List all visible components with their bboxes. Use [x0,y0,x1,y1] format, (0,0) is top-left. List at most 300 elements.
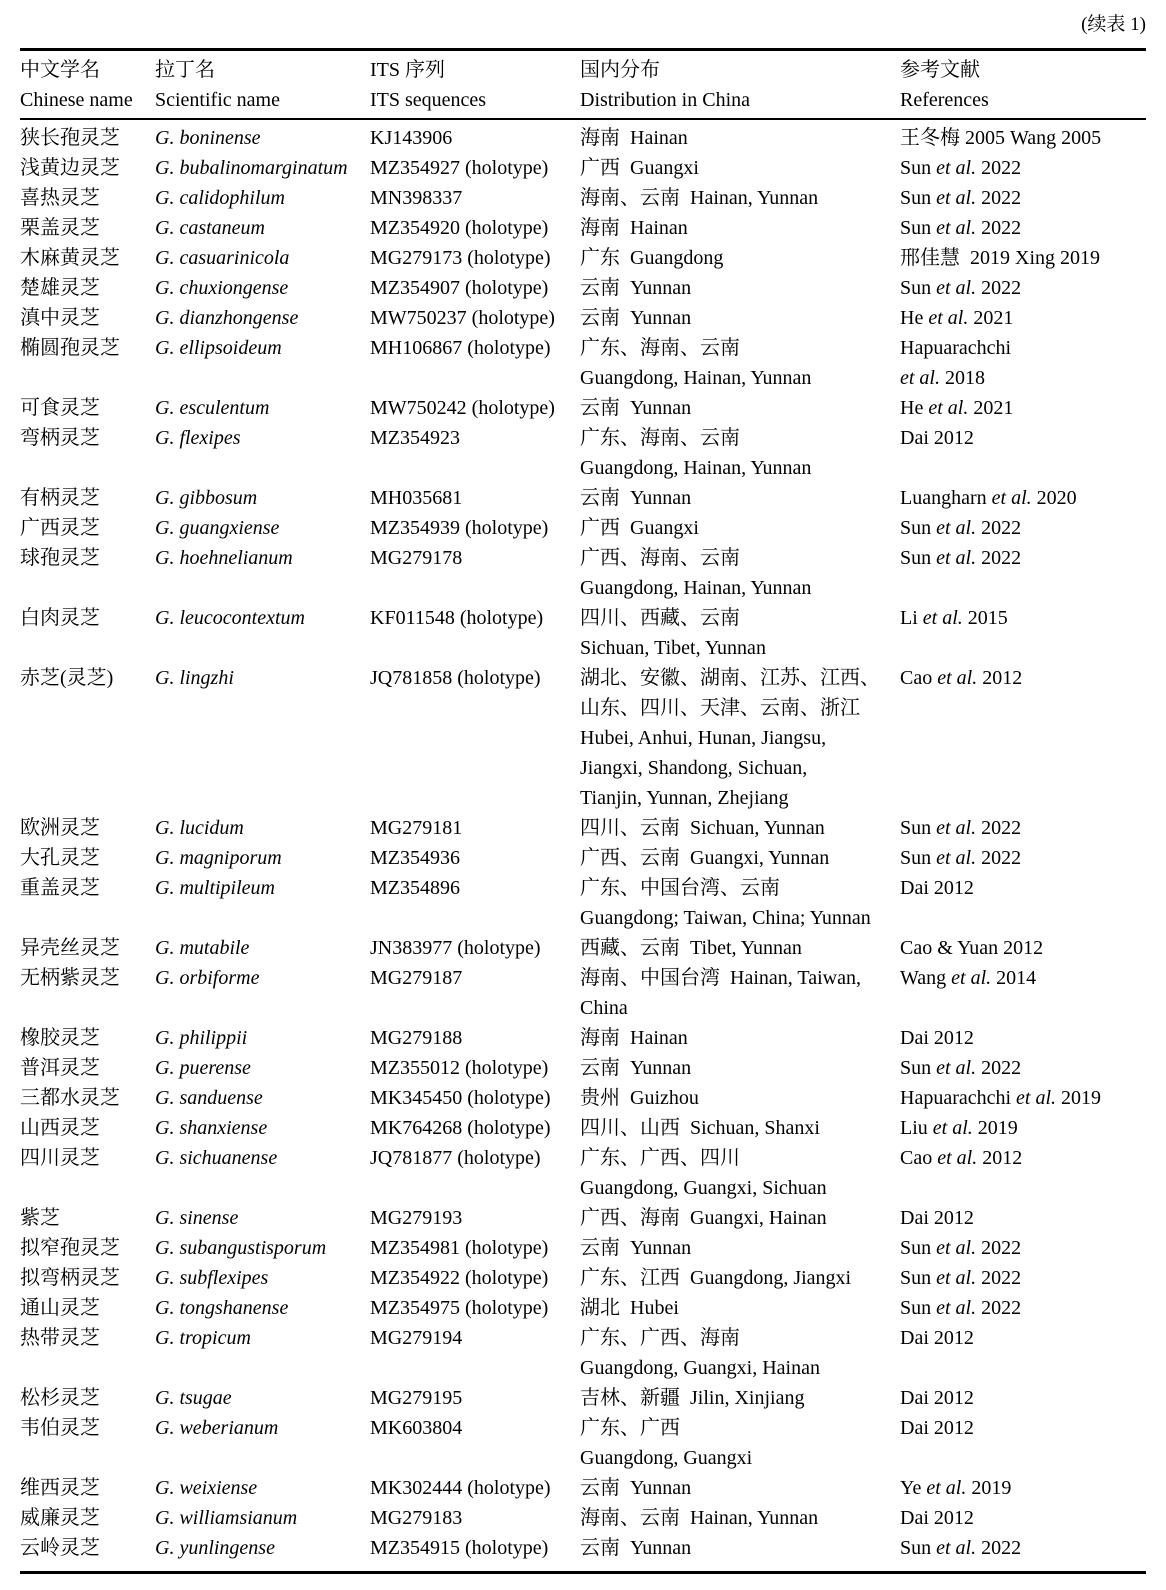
cell-its-sequence [370,663,580,813]
distribution-line: 广东、海南、云南 [580,337,740,359]
cell-reference [900,543,1146,603]
cell-distribution [580,273,900,303]
chinese-name: 橡胶灵芝 [20,1027,100,1049]
cell-chinese-name [20,213,155,243]
species-table [20,48,1146,1574]
reference-line: Dai 2012 [900,1027,974,1049]
distribution-line: 海南 Hainan [580,217,688,239]
cell-reference [900,183,1146,213]
chinese-name: 椭圆孢灵芝 [20,337,120,359]
scientific-name: G. mutabile [155,937,250,959]
table-row [20,1503,1146,1533]
table-row [20,303,1146,333]
cell-scientific-name [155,243,370,273]
reference-line: Sun et al. 2022 [900,517,1022,539]
cell-its-sequence [370,513,580,543]
distribution-line: 云南 Yunnan [580,1057,692,1079]
scientific-name: G. chuxiongense [155,277,289,299]
table-row [20,1533,1146,1573]
cell-reference [900,1413,1146,1473]
reference-line: Wang et al. 2014 [900,967,1037,989]
cell-its-sequence [370,303,580,333]
reference-line: Cao & Yuan 2012 [900,937,1044,959]
its-sequence: MZ354975 (holotype) [370,1297,549,1319]
cell-distribution [580,813,900,843]
chinese-name: 有柄灵芝 [20,487,100,509]
scientific-name: G. sanduense [155,1087,263,1109]
cell-scientific-name [155,543,370,603]
its-sequence: MG279183 [370,1507,463,1529]
cell-its-sequence [370,1503,580,1533]
scientific-name: G. flexipes [155,427,241,449]
cell-its-sequence [370,843,580,873]
distribution-line: Guangdong, Guangxi, Sichuan [580,1177,827,1199]
cell-reference [900,1113,1146,1143]
cell-its-sequence [370,603,580,663]
cell-chinese-name [20,513,155,543]
species-table-body [20,119,1146,1573]
cell-chinese-name [20,273,155,303]
cell-chinese-name [20,1143,155,1203]
cell-scientific-name [155,1413,370,1473]
cell-reference [900,1143,1146,1203]
reference-line: et al. 2018 [900,367,985,389]
cell-scientific-name [155,1083,370,1113]
cell-scientific-name [155,1263,370,1293]
distribution-line: 四川、西藏、云南 [580,607,740,629]
cell-distribution [580,423,900,483]
scientific-name: G. magniporum [155,847,282,869]
cell-reference [900,423,1146,483]
table-row [20,1413,1146,1473]
its-sequence: MW750242 (holotype) [370,397,555,419]
cell-its-sequence [370,483,580,513]
scientific-name: G. weixiense [155,1477,258,1499]
reference-line: Cao et al. 2012 [900,1147,1023,1169]
table-row [20,243,1146,273]
cell-reference [900,303,1146,333]
cell-reference [900,813,1146,843]
cell-scientific-name [155,1143,370,1203]
cell-scientific-name [155,393,370,423]
cell-chinese-name [20,933,155,963]
its-sequence: MZ354920 (holotype) [370,217,549,239]
cell-reference [900,1383,1146,1413]
scientific-name: G. esculentum [155,397,270,419]
chinese-name: 紫芝 [20,1207,60,1229]
cell-distribution [580,183,900,213]
reference-line: Sun et al. 2022 [900,157,1022,179]
cell-chinese-name [20,1293,155,1323]
cell-its-sequence [370,423,580,483]
cell-reference [900,1473,1146,1503]
header-en: Chinese name [20,89,133,111]
cell-scientific-name [155,1293,370,1323]
chinese-name: 松杉灵芝 [20,1387,100,1409]
cell-distribution [580,603,900,663]
cell-distribution [580,1383,900,1413]
cell-chinese-name [20,963,155,1023]
reference-line: Ye et al. 2019 [900,1477,1012,1499]
cell-scientific-name [155,873,370,933]
reference-line: Liu et al. 2019 [900,1117,1018,1139]
reference-line: Cao et al. 2012 [900,667,1023,689]
cell-distribution [580,873,900,933]
distribution-line: 广西、海南 Guangxi, Hainan [580,1207,827,1229]
table-row [20,813,1146,843]
cell-its-sequence [370,1023,580,1053]
cell-distribution [580,1113,900,1143]
cell-reference [900,1023,1146,1053]
scientific-name: G. casuarinicola [155,247,290,269]
cell-its-sequence [370,813,580,843]
distribution-line: 广东、海南、云南 [580,427,740,449]
its-sequence: MZ354907 (holotype) [370,277,549,299]
its-sequence: MN398337 [370,187,463,209]
cell-its-sequence [370,183,580,213]
chinese-name: 普洱灵芝 [20,1057,100,1079]
its-sequence: MG279173 (holotype) [370,247,551,269]
distribution-line: 云南 Yunnan [580,1537,692,1559]
its-sequence: MZ354981 (holotype) [370,1237,549,1259]
cell-its-sequence [370,1233,580,1263]
cell-reference [900,1053,1146,1083]
its-sequence: MW750237 (holotype) [370,307,555,329]
scientific-name: G. tongshanense [155,1297,289,1319]
chinese-name: 热带灵芝 [20,1327,100,1349]
reference-line: Sun et al. 2022 [900,1537,1022,1559]
scientific-name: G. weberianum [155,1417,279,1439]
col-header-its-sequences [370,50,580,120]
cell-distribution [580,933,900,963]
cell-its-sequence [370,333,580,393]
scientific-name: G. hoehnelianum [155,547,293,569]
chinese-name: 大孔灵芝 [20,847,100,869]
distribution-line: 云南 Yunnan [580,307,692,329]
scientific-name: G. tropicum [155,1327,251,1349]
scientific-name: G. castaneum [155,217,265,239]
cell-its-sequence [370,1323,580,1383]
cell-distribution [580,1293,900,1323]
cell-scientific-name [155,483,370,513]
reference-line: Dai 2012 [900,1507,974,1529]
cell-chinese-name [20,663,155,813]
reference-line: Sun et al. 2022 [900,277,1022,299]
cell-reference [900,1263,1146,1293]
cell-scientific-name [155,813,370,843]
scientific-name: G. lucidum [155,817,244,839]
cell-distribution [580,153,900,183]
table-row [20,933,1146,963]
header-zh: 拉丁名 [155,59,215,81]
chinese-name: 广西灵芝 [20,517,100,539]
its-sequence: KF011548 (holotype) [370,607,544,629]
cell-reference [900,513,1146,543]
distribution-line: 广东、广西、海南 [580,1327,740,1349]
table-row [20,1143,1146,1203]
cell-its-sequence [370,1533,580,1573]
distribution-line: 湖北、安徽、湖南、江苏、江西、 [580,667,880,689]
cell-reference [900,333,1146,393]
cell-distribution [580,393,900,423]
reference-line: Sun et al. 2022 [900,1057,1022,1079]
table-header-row [20,50,1146,120]
table-row [20,153,1146,183]
chinese-name: 可食灵芝 [20,397,100,419]
cell-distribution [580,1233,900,1263]
scientific-name: G. puerense [155,1057,251,1079]
scientific-name: G. subflexipes [155,1267,269,1289]
table-row [20,1203,1146,1233]
chinese-name: 三都水灵芝 [20,1087,120,1109]
chinese-name: 球孢灵芝 [20,547,100,569]
reference-line: Dai 2012 [900,1327,974,1349]
cell-chinese-name [20,1473,155,1503]
its-sequence: MZ354896 [370,877,460,899]
reference-line: Dai 2012 [900,1417,974,1439]
cell-chinese-name [20,1533,155,1573]
chinese-name: 滇中灵芝 [20,307,100,329]
cell-reference [900,483,1146,513]
chinese-name: 山西灵芝 [20,1117,100,1139]
cell-its-sequence [370,1143,580,1203]
scientific-name: G. leucocontextum [155,607,305,629]
cell-chinese-name [20,119,155,153]
cell-chinese-name [20,1023,155,1053]
cell-chinese-name [20,1323,155,1383]
cell-its-sequence [370,933,580,963]
header-en: References [900,89,989,111]
cell-chinese-name [20,483,155,513]
cell-chinese-name [20,1383,155,1413]
reference-line: Sun et al. 2022 [900,847,1022,869]
cell-distribution [580,333,900,393]
header-zh: 中文学名 [20,59,100,81]
cell-distribution [580,1323,900,1383]
cell-reference [900,1533,1146,1573]
chinese-name: 韦伯灵芝 [20,1417,100,1439]
chinese-name: 异壳丝灵芝 [20,937,120,959]
its-sequence: MK764268 (holotype) [370,1117,551,1139]
cell-its-sequence [370,963,580,1023]
col-header-scientific-name [155,50,370,120]
scientific-name: G. subangustisporum [155,1237,327,1259]
its-sequence: MH106867 (holotype) [370,337,551,359]
scientific-name: G. sinense [155,1207,239,1229]
its-sequence: MK302444 (holotype) [370,1477,551,1499]
distribution-line: 海南 Hainan [580,1027,688,1049]
chinese-name: 木麻黄灵芝 [20,247,120,269]
cell-scientific-name [155,119,370,153]
table-row [20,273,1146,303]
cell-reference [900,873,1146,933]
reference-line: Dai 2012 [900,1387,974,1409]
distribution-line: Guangdong; Taiwan, China; Yunnan [580,907,871,929]
reference-line: Dai 2012 [900,427,974,449]
scientific-name: G. tsugae [155,1387,232,1409]
distribution-line: 广西 Guangxi [580,517,699,539]
distribution-line: Guangdong, Hainan, Yunnan [580,457,812,479]
cell-reference [900,153,1146,183]
distribution-line: 广西、海南、云南 [580,547,740,569]
cell-its-sequence [370,1113,580,1143]
cell-distribution [580,1083,900,1113]
its-sequence: MG279181 [370,817,463,839]
cell-chinese-name [20,1053,155,1083]
distribution-line: Jiangxi, Shandong, Sichuan, [580,757,808,779]
table-row [20,663,1146,813]
cell-chinese-name [20,543,155,603]
chinese-name: 白肉灵芝 [20,607,100,629]
its-sequence: JQ781877 (holotype) [370,1147,541,1169]
cell-scientific-name [155,843,370,873]
cell-reference [900,1293,1146,1323]
cell-chinese-name [20,423,155,483]
scientific-name: G. sichuanense [155,1147,278,1169]
cell-chinese-name [20,333,155,393]
cell-scientific-name [155,1053,370,1083]
cell-scientific-name [155,213,370,243]
its-sequence: MZ354939 (holotype) [370,517,549,539]
distribution-line: Tianjin, Yunnan, Zhejiang [580,787,789,809]
table-row [20,1263,1146,1293]
cell-chinese-name [20,1113,155,1143]
reference-line: Hapuarachchi et al. 2019 [900,1087,1102,1109]
chinese-name: 通山灵芝 [20,1297,100,1319]
scientific-name: G. gibbosum [155,487,258,509]
table-row [20,1113,1146,1143]
cell-reference [900,393,1146,423]
cell-scientific-name [155,303,370,333]
its-sequence: MK345450 (holotype) [370,1087,551,1109]
cell-its-sequence [370,393,580,423]
cell-scientific-name [155,1383,370,1413]
distribution-line: 广东 Guangdong [580,247,724,269]
distribution-line: Guangdong, Guangxi, Hainan [580,1357,820,1379]
table-row [20,333,1146,393]
cell-distribution [580,303,900,333]
cell-scientific-name [155,1533,370,1573]
chinese-name: 维西灵芝 [20,1477,100,1499]
chinese-name: 无柄紫灵芝 [20,967,120,989]
distribution-line: 贵州 Guizhou [580,1087,699,1109]
distribution-line: 广东、广西、四川 [580,1147,740,1169]
cell-chinese-name [20,603,155,663]
cell-distribution [580,1023,900,1053]
scientific-name: G. guangxiense [155,517,280,539]
table-row [20,603,1146,663]
cell-distribution [580,963,900,1023]
reference-line: Dai 2012 [900,877,974,899]
its-sequence: MZ354923 [370,427,460,449]
cell-reference [900,243,1146,273]
cell-reference [900,963,1146,1023]
chinese-name: 四川灵芝 [20,1147,100,1169]
table-row [20,1233,1146,1263]
reference-line: He et al. 2021 [900,307,1014,329]
cell-scientific-name [155,333,370,393]
distribution-line: China [580,997,628,1019]
table-continued-label: (续表 1) [1081,14,1146,35]
reference-line: He et al. 2021 [900,397,1014,419]
cell-chinese-name [20,1233,155,1263]
cell-reference [900,1323,1146,1383]
scientific-name: G. williamsianum [155,1507,298,1529]
header-en: ITS sequences [370,89,487,111]
col-header-references [900,50,1146,120]
cell-its-sequence [370,153,580,183]
reference-line: 王冬梅 2005 Wang 2005 [900,127,1102,149]
its-sequence: MZ354922 (holotype) [370,1267,549,1289]
its-sequence: MH035681 [370,487,463,509]
cell-scientific-name [155,1503,370,1533]
its-sequence: JQ781858 (holotype) [370,667,541,689]
col-header-distribution [580,50,900,120]
distribution-line: Guangdong, Guangxi [580,1447,753,1469]
its-sequence: MZ354927 (holotype) [370,157,549,179]
chinese-name: 云岭灵芝 [20,1537,100,1559]
cell-distribution [580,1413,900,1473]
its-sequence: MZ354915 (holotype) [370,1537,549,1559]
cell-reference [900,933,1146,963]
distribution-line: 广东、广西 [580,1417,680,1439]
cell-scientific-name [155,1323,370,1383]
cell-its-sequence [370,1203,580,1233]
table-row [20,1023,1146,1053]
cell-reference [900,1233,1146,1263]
cell-its-sequence [370,119,580,153]
header-en: Distribution in China [580,89,750,111]
cell-chinese-name [20,183,155,213]
table-row [20,1473,1146,1503]
table-row [20,213,1146,243]
cell-scientific-name [155,423,370,483]
cell-its-sequence [370,1083,580,1113]
cell-its-sequence [370,543,580,603]
table-row [20,1383,1146,1413]
cell-chinese-name [20,393,155,423]
cell-scientific-name [155,603,370,663]
col-header-chinese-name [20,50,155,120]
distribution-line: Guangdong, Hainan, Yunnan [580,367,812,389]
chinese-name: 栗盖灵芝 [20,217,100,239]
cell-chinese-name [20,813,155,843]
chinese-name: 喜热灵芝 [20,187,100,209]
cell-reference [900,1503,1146,1533]
table-row [20,1293,1146,1323]
cell-distribution [580,1053,900,1083]
cell-distribution [580,513,900,543]
scientific-name: G. shanxiense [155,1117,268,1139]
chinese-name: 弯柄灵芝 [20,427,100,449]
its-sequence: MZ355012 (holotype) [370,1057,549,1079]
table-row [20,1323,1146,1383]
cell-distribution [580,213,900,243]
distribution-line: 西藏、云南 Tibet, Yunnan [580,937,802,959]
cell-its-sequence [370,213,580,243]
cell-distribution [580,1503,900,1533]
reference-line: Luangharn et al. 2020 [900,487,1077,509]
cell-chinese-name [20,1083,155,1113]
scientific-name: G. boninense [155,127,261,149]
cell-chinese-name [20,843,155,873]
cell-its-sequence [370,243,580,273]
distribution-line: 云南 Yunnan [580,1237,692,1259]
table-row [20,119,1146,153]
reference-line: 邢佳慧 2019 Xing 2019 [900,247,1100,269]
scientific-name: G. ellipsoideum [155,337,282,359]
cell-distribution [580,663,900,813]
